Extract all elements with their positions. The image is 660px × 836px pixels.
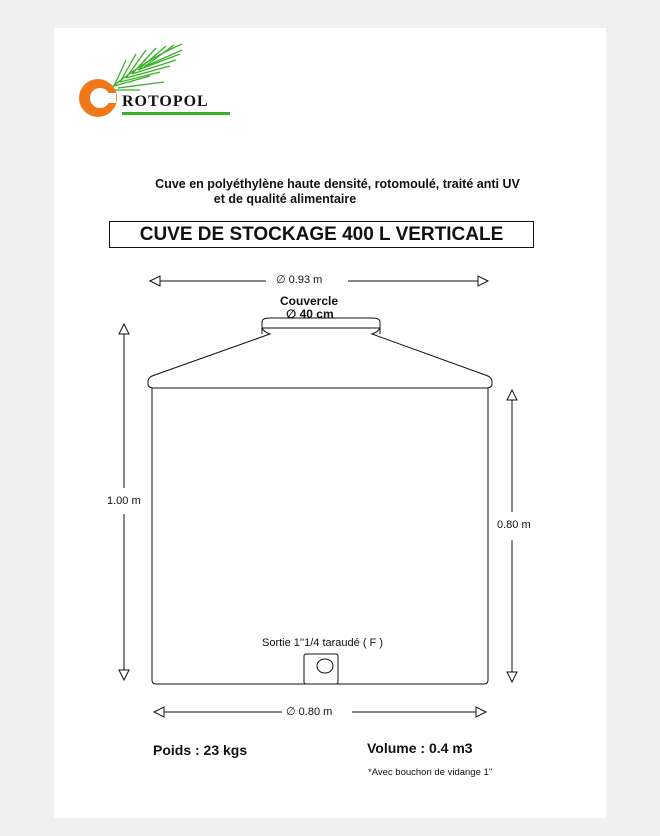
body-height-label: 0.80 m: [497, 519, 531, 531]
body-height-dimension: [507, 390, 517, 682]
diameter-symbol-icon: ∅: [276, 274, 286, 286]
volume-spec: Volume : 0.4 m3: [367, 740, 473, 756]
drain-plug-note: *Avec bouchon de vidange 1'': [368, 767, 493, 778]
lid-diameter-label: ∅ 40 cm: [286, 307, 334, 321]
intro-line-2: et de qualité alimentaire: [213, 192, 357, 206]
top-diameter-label: ∅ 0.93 m: [276, 274, 323, 286]
brand-name: ROTOPOL: [122, 93, 209, 110]
outlet-fitting: [304, 654, 338, 684]
lid-label: Couvercle: [280, 294, 339, 308]
outlet-label: Sortie 1''1/4 taraudé ( F ): [262, 637, 383, 649]
diameter-symbol-icon: ∅: [286, 307, 297, 321]
total-height-label: 1.00 m: [107, 495, 141, 507]
bottom-diameter-label: ∅ 0.80 m: [286, 706, 333, 718]
intro-line-1: Cuve en polyéthylène haute densité, rotomoulé, traité anti UV: [155, 177, 520, 191]
diameter-symbol-icon: ∅: [286, 706, 296, 718]
page-title: CUVE DE STOCKAGE 400 L VERTICALE: [109, 221, 534, 248]
weight-spec: Poids : 23 kgs: [153, 742, 248, 758]
tank-roof: [148, 328, 492, 388]
